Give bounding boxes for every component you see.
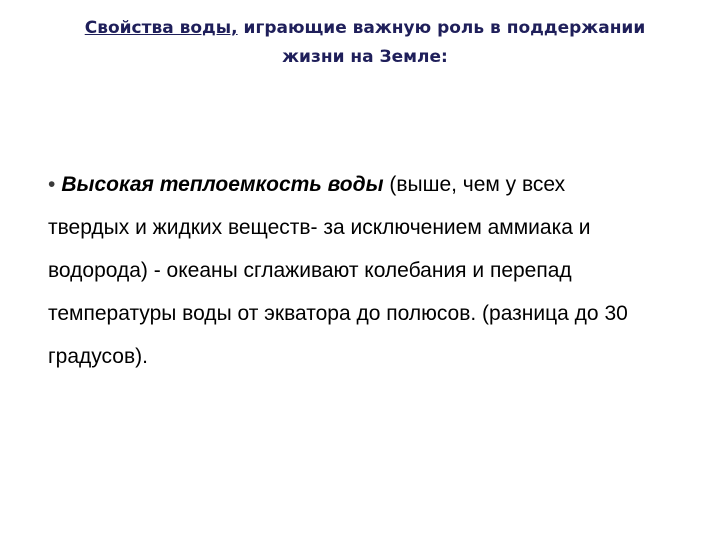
title-rest-line1: играющие важную роль в поддержании [237, 18, 646, 38]
bullet-line-3: водорода) - океаны сглаживают колебания и перепад [48, 259, 572, 282]
bullet-line-1 [48, 163, 718, 206]
title-line2: жизни на Земле: [282, 47, 448, 67]
bullet-line-4: температуры воды от экватора до полюсов. (разница до 30 [48, 302, 628, 325]
bullet-line1-rest: (выше, чем у всех [383, 173, 566, 196]
title-underlined-part: Свойства воды, [84, 18, 238, 38]
bullet-marker: • [48, 173, 56, 196]
bullet-line-2: твердых и жидких веществ- за исключением аммиака и [48, 216, 591, 239]
slide-title [40, 14, 690, 72]
bullet-paragraph [48, 163, 718, 378]
bullet-line-5: градусов). [48, 345, 148, 368]
bullet-emphasis: Высокая теплоемкость воды [61, 173, 384, 196]
